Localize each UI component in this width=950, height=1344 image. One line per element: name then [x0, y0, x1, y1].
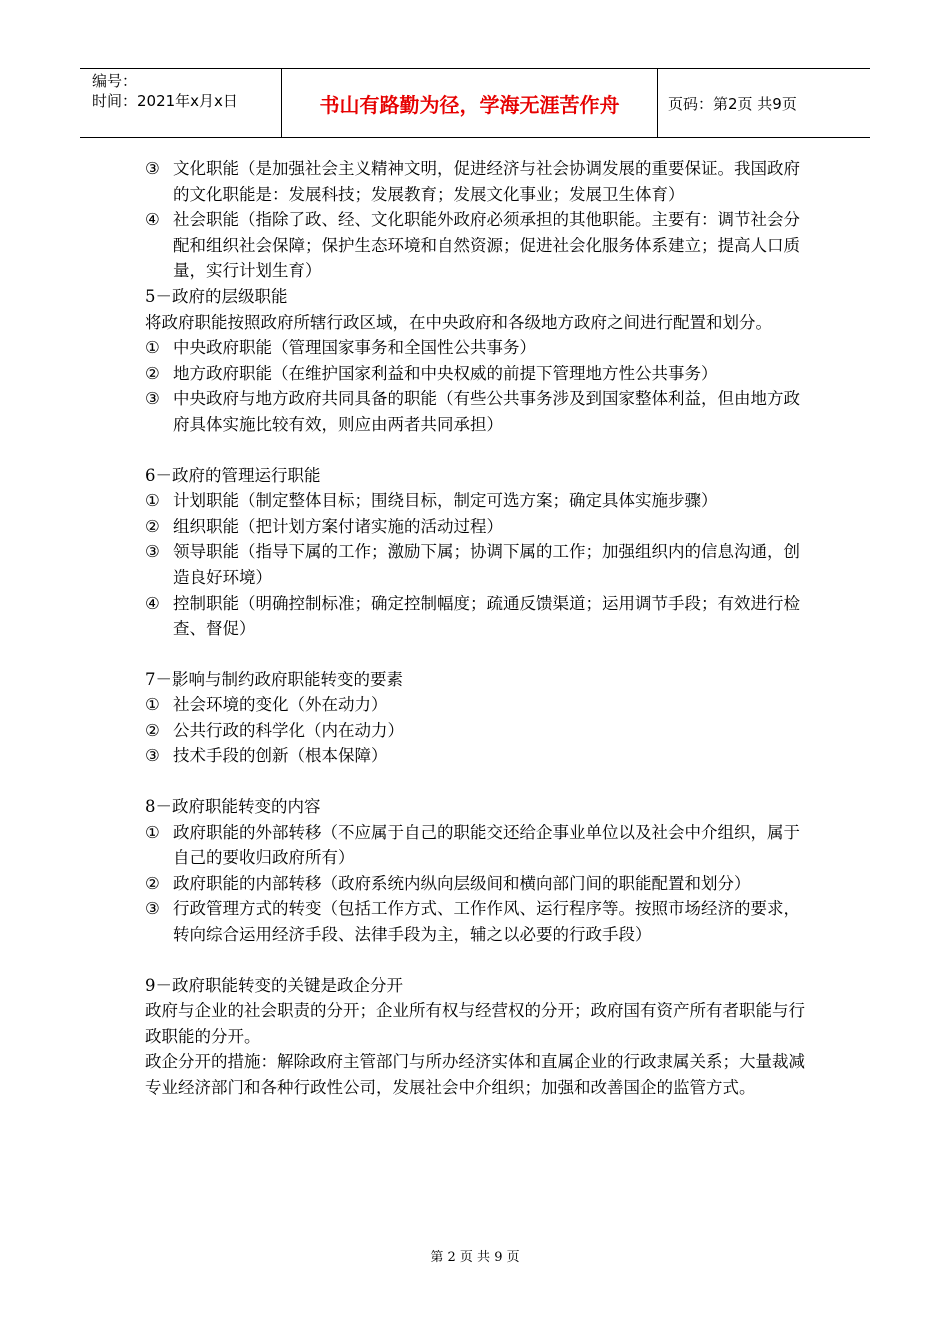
list-item [145, 386, 815, 437]
section-paragraph: 政企分开的措施：解除政府主管部门与所办经济实体和直属企业的行政隶属关系；大量裁减专业经济部门和各种行政性公司，发展社会中介组织；加强和改善国企的监管方式。 [145, 1052, 805, 1097]
spacer [145, 948, 815, 973]
list-item [145, 820, 815, 871]
page-header [80, 68, 870, 138]
item-text: 技术手段的创新（根本保障） [173, 746, 388, 766]
number-label: 编号： [92, 72, 138, 90]
spacer [145, 642, 815, 667]
list-item [145, 514, 815, 540]
item-number: ② [145, 873, 160, 893]
item-number: ② [145, 363, 160, 383]
item-text: 组织职能（把计划方案付诸实施的活动过程） [173, 516, 503, 536]
item-text: 控制职能（明确控制标准；确定控制幅度；疏通反馈渠道；运用调节手段；有效进行检查、督促） [173, 593, 800, 639]
list-item [145, 591, 815, 642]
list-item [145, 743, 815, 769]
section-title: 6－政府的管理运行职能 [145, 465, 321, 485]
item-number: ③ [145, 899, 160, 919]
list-item [145, 692, 815, 718]
item-text: 社会职能（指除了政、经、文化职能外政府必须承担的其他职能。主要有：调节社会分配和组织社会保障；保护生态环境和自然资源；促进社会化服务体系建立；提高人口质量，实行计划生育） [173, 210, 800, 281]
item-number: ① [145, 822, 160, 842]
section-title: 8－政府职能转变的内容 [145, 797, 321, 817]
header-page-info: 页码：第2页 共9页 [668, 94, 797, 113]
item-number: ② [145, 516, 160, 536]
item-text: 社会环境的变化（外在动力） [173, 695, 388, 715]
item-text: 文化职能（是加强社会主义精神文明，促进经济与社会协调发展的重要保证。我国政府的文化职能是：发展科技；发展教育；发展文化事业；发展卫生体育） [173, 159, 800, 204]
item-text: 政府职能的外部转移（不应属于自己的职能交还给企事业单位以及社会中介组织，属于自己的要收归政府所有） [173, 822, 800, 868]
item-text: 中央政府职能（管理国家事务和全国性公共事务） [173, 338, 536, 358]
list-item [145, 488, 815, 514]
item-number: ③ [145, 159, 160, 178]
item-text: 计划职能（制定整体目标；围绕目标，制定可选方案；确定具体实施步骤） [173, 491, 718, 511]
item-text: 政府职能的内部转移（政府系统内纵向层级间和横向部门间的职能配置和划分） [173, 873, 751, 893]
item-number: ① [145, 695, 160, 715]
item-number: ③ [145, 389, 160, 409]
section-intro: 将政府职能按照政府所辖行政区域，在中央政府和各级地方政府之间进行配置和划分。 [145, 312, 772, 332]
item-number: ① [145, 491, 160, 511]
item-number: ③ [145, 542, 160, 562]
section-title: 5－政府的层级职能 [145, 286, 288, 306]
list-item [145, 539, 815, 590]
item-text: 公共行政的科学化（内在动力） [173, 720, 404, 740]
list-item [145, 335, 815, 361]
header-motto: 书山有路勤为径，学海无涯苦作舟 [282, 69, 658, 137]
document-body [145, 156, 815, 1101]
list-item [145, 207, 815, 284]
item-text: 领导职能（指导下属的工作；激励下属；协调下属的工作；加强组织内的信息沟通，创造良好环境） [173, 542, 800, 587]
spacer [145, 769, 815, 794]
item-text: 地方政府职能（在维护国家利益和中央权威的前提下管理地方性公共事务） [173, 363, 718, 383]
list-item [145, 718, 815, 744]
item-text: 中央政府与地方政府共同具备的职能（有些公共事务涉及到国家整体利益，但由地方政府具体实施比较有效，则应由两者共同承担） [173, 389, 800, 434]
spacer [145, 438, 815, 463]
list-item [145, 361, 815, 387]
section-paragraph: 政府与企业的社会职责的分开；企业所有权与经营权的分开；政府国有资产所有者职能与行政职能的分开。 [145, 1001, 805, 1046]
time-label: 时间：2021年x月x日 [92, 92, 238, 110]
section-title: 9－政府职能转变的关键是政企分开 [145, 975, 403, 995]
item-number: ③ [145, 746, 160, 766]
page-footer: 第 2 页 共 9 页 [430, 1250, 520, 1265]
header-meta [80, 69, 282, 137]
item-number: ④ [145, 210, 160, 230]
item-number: ④ [145, 593, 160, 613]
item-text: 行政管理方式的转变（包括工作方式、工作作风、运行程序等。按照市场经济的要求，转向综合运用经济手段、法律手段为主，辅之以必要的行政手段） [173, 899, 800, 945]
section-title: 7－影响与制约政府职能转变的要素 [145, 669, 403, 689]
list-item [145, 896, 815, 947]
list-item [145, 156, 815, 207]
item-number: ② [145, 720, 160, 740]
item-number: ① [145, 338, 160, 358]
list-item [145, 871, 815, 897]
